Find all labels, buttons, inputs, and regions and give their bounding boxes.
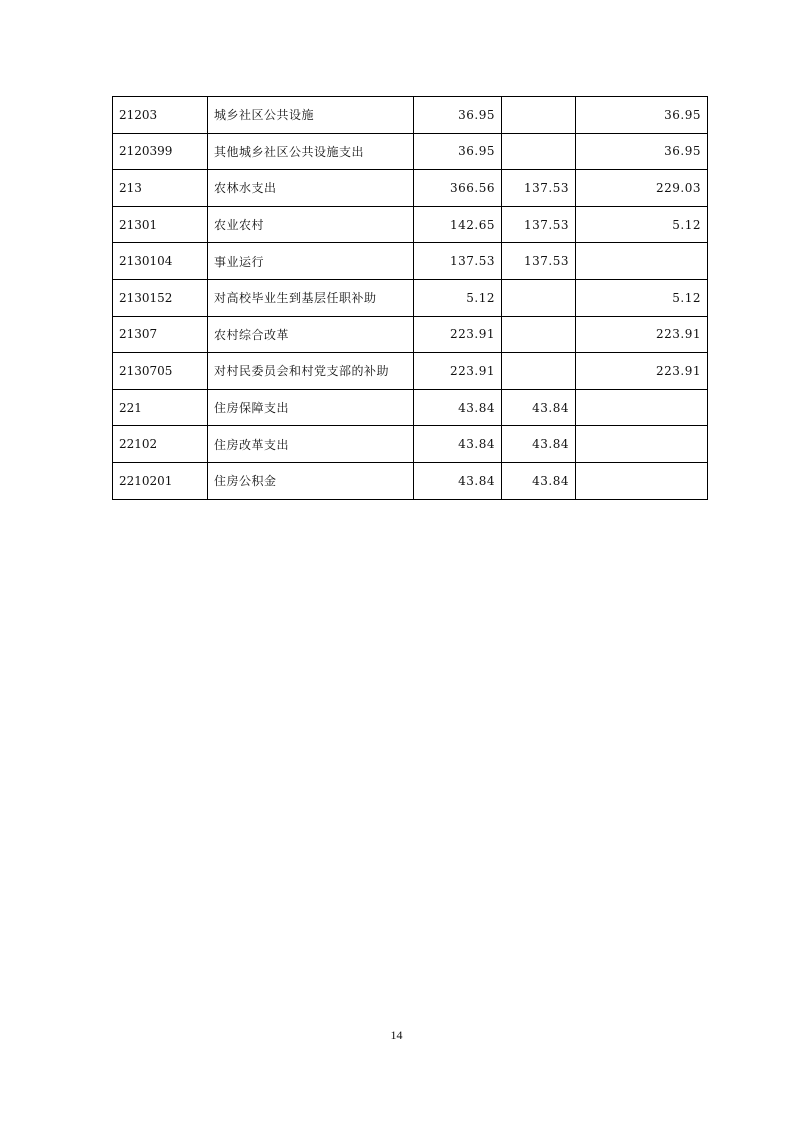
subject-name-cell: 住房保障支出 <box>208 389 414 426</box>
total-amount-cell: 223.91 <box>414 353 502 390</box>
subject-name-cell: 对高校毕业生到基层任职补助 <box>208 279 414 316</box>
table-row <box>113 389 708 426</box>
basic-amount-cell <box>502 353 576 390</box>
subject-code-cell: 2210201 <box>113 462 208 499</box>
total-amount-cell: 366.56 <box>414 170 502 207</box>
project-amount-cell <box>576 426 708 463</box>
subject-name-cell: 城乡社区公共设施 <box>208 97 414 134</box>
subject-code-cell: 221 <box>113 389 208 426</box>
project-amount-cell: 36.95 <box>576 133 708 170</box>
table-row <box>113 206 708 243</box>
basic-amount-cell: 137.53 <box>502 170 576 207</box>
basic-amount-cell <box>502 279 576 316</box>
subject-code-cell: 21307 <box>113 316 208 353</box>
subject-name-cell: 农林水支出 <box>208 170 414 207</box>
table-row <box>113 353 708 390</box>
subject-name-cell: 事业运行 <box>208 243 414 280</box>
project-amount-cell <box>576 389 708 426</box>
total-amount-cell: 43.84 <box>414 426 502 463</box>
project-amount-cell <box>576 243 708 280</box>
subject-name-cell: 住房公积金 <box>208 462 414 499</box>
project-amount-cell <box>576 462 708 499</box>
project-amount-cell: 5.12 <box>576 279 708 316</box>
subject-code-cell: 213 <box>113 170 208 207</box>
basic-amount-cell <box>502 97 576 134</box>
total-amount-cell: 36.95 <box>414 97 502 134</box>
total-amount-cell: 43.84 <box>414 462 502 499</box>
table-row <box>113 170 708 207</box>
basic-amount-cell <box>502 133 576 170</box>
total-amount-cell: 43.84 <box>414 389 502 426</box>
table-row <box>113 243 708 280</box>
table-row <box>113 133 708 170</box>
subject-code-cell: 2130152 <box>113 279 208 316</box>
project-amount-cell: 223.91 <box>576 353 708 390</box>
subject-code-cell: 22102 <box>113 426 208 463</box>
subject-name-cell: 对村民委员会和村党支部的补助 <box>208 353 414 390</box>
project-amount-cell: 223.91 <box>576 316 708 353</box>
subject-code-cell: 2130705 <box>113 353 208 390</box>
total-amount-cell: 36.95 <box>414 133 502 170</box>
basic-amount-cell: 43.84 <box>502 462 576 499</box>
basic-amount-cell: 43.84 <box>502 389 576 426</box>
table-row <box>113 316 708 353</box>
basic-amount-cell <box>502 316 576 353</box>
table-row <box>113 97 708 134</box>
subject-code-cell: 21203 <box>113 97 208 134</box>
project-amount-cell: 5.12 <box>576 206 708 243</box>
total-amount-cell: 5.12 <box>414 279 502 316</box>
subject-code-cell: 2120399 <box>113 133 208 170</box>
subject-name-cell: 其他城乡社区公共设施支出 <box>208 133 414 170</box>
total-amount-cell: 142.65 <box>414 206 502 243</box>
subject-name-cell: 农业农村 <box>208 206 414 243</box>
total-amount-cell: 223.91 <box>414 316 502 353</box>
total-amount-cell: 137.53 <box>414 243 502 280</box>
project-amount-cell: 36.95 <box>576 97 708 134</box>
subject-code-cell: 2130104 <box>113 243 208 280</box>
budget-table <box>112 96 708 500</box>
table-row <box>113 462 708 499</box>
project-amount-cell: 229.03 <box>576 170 708 207</box>
page-number: 14 <box>390 1028 403 1042</box>
table-row <box>113 426 708 463</box>
subject-name-cell: 住房改革支出 <box>208 426 414 463</box>
table-row <box>113 279 708 316</box>
basic-amount-cell: 137.53 <box>502 243 576 280</box>
basic-amount-cell: 43.84 <box>502 426 576 463</box>
subject-code-cell: 21301 <box>113 206 208 243</box>
basic-amount-cell: 137.53 <box>502 206 576 243</box>
subject-name-cell: 农村综合改革 <box>208 316 414 353</box>
